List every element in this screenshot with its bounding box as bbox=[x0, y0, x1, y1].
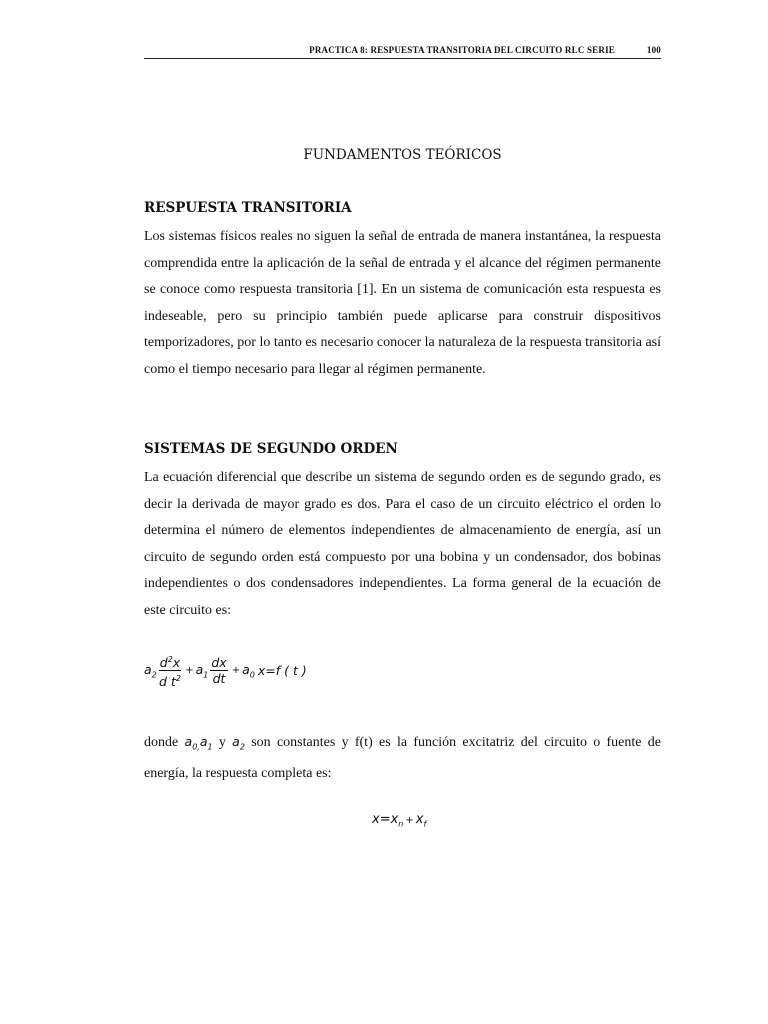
paragraph-respuesta-transitoria: Los sistemas físicos reales no siguen la señal de entrada de manera instantánea, la respuesta comprendida entre la aplicación de la señal de entrada y el alcance del régimen permanente se conoce como respuesta transitoria [1]. En un sistema de comunicación esta respuesta es indeseable, pero su principio también puede aplicarse para construir dispositivos temporizadores, por lo tanto es necesario conocer la naturaleza de la respuesta transitoria así como el tiempo necesario para llegar al régimen permanente. bbox=[144, 229, 661, 377]
eq-rhs: x=f ( t ) bbox=[257, 663, 307, 679]
header-title: PRACTICA 8: RESPUESTA TRANSITORIA DEL CIRCUITO RLC SERIE bbox=[309, 45, 615, 55]
differential-equation bbox=[144, 652, 307, 689]
paragraph-sistemas-segundo-orden: La ecuación diferencial que describe un sistema de segundo orden es de segundo grado, es decir la derivada de mayor grado es dos. Para el caso de un circuito eléctrico el orden lo determina el número de elementos independientes de almacenamiento de energía, así un circuito de segundo orden está compuesto por una bobina y un condensador, dos bobinas independientes o dos condensadores independientes. La forma general de la ecuación de este circuito es: bbox=[144, 470, 661, 618]
section-title-respuesta-transitoria: RESPUESTA TRANSITORIA bbox=[144, 200, 352, 216]
eq-plus-1: + bbox=[185, 665, 194, 677]
eq-a2: $a_2$ bbox=[144, 661, 157, 680]
main-title: FUNDAMENTOS TEÓRICOS bbox=[303, 147, 502, 163]
page-number: 100 bbox=[646, 45, 661, 55]
eq-a1: $a_1$ bbox=[195, 661, 209, 680]
eq-first-derivative: $\frac{dx}{dt}$ bbox=[211, 655, 227, 687]
eq-a0: $a_0$ bbox=[242, 661, 255, 680]
eq-plus-2: + bbox=[231, 665, 241, 677]
section-title-sistemas-segundo-orden: SISTEMAS DE SEGUNDO ORDEN bbox=[144, 441, 398, 457]
page-header bbox=[144, 44, 661, 59]
paragraph-donde: donde $a_{0,}a_1$ y $a_2$ son constantes y f(t) es la función excitatriz del circuito o fuente de energía, la respuesta completa es: bbox=[144, 734, 661, 782]
complete-response-equation: $x=x_n + x_f$ bbox=[372, 812, 427, 829]
eq-second-derivative: $\frac{d^2x}{d t^2}$ bbox=[159, 652, 181, 689]
